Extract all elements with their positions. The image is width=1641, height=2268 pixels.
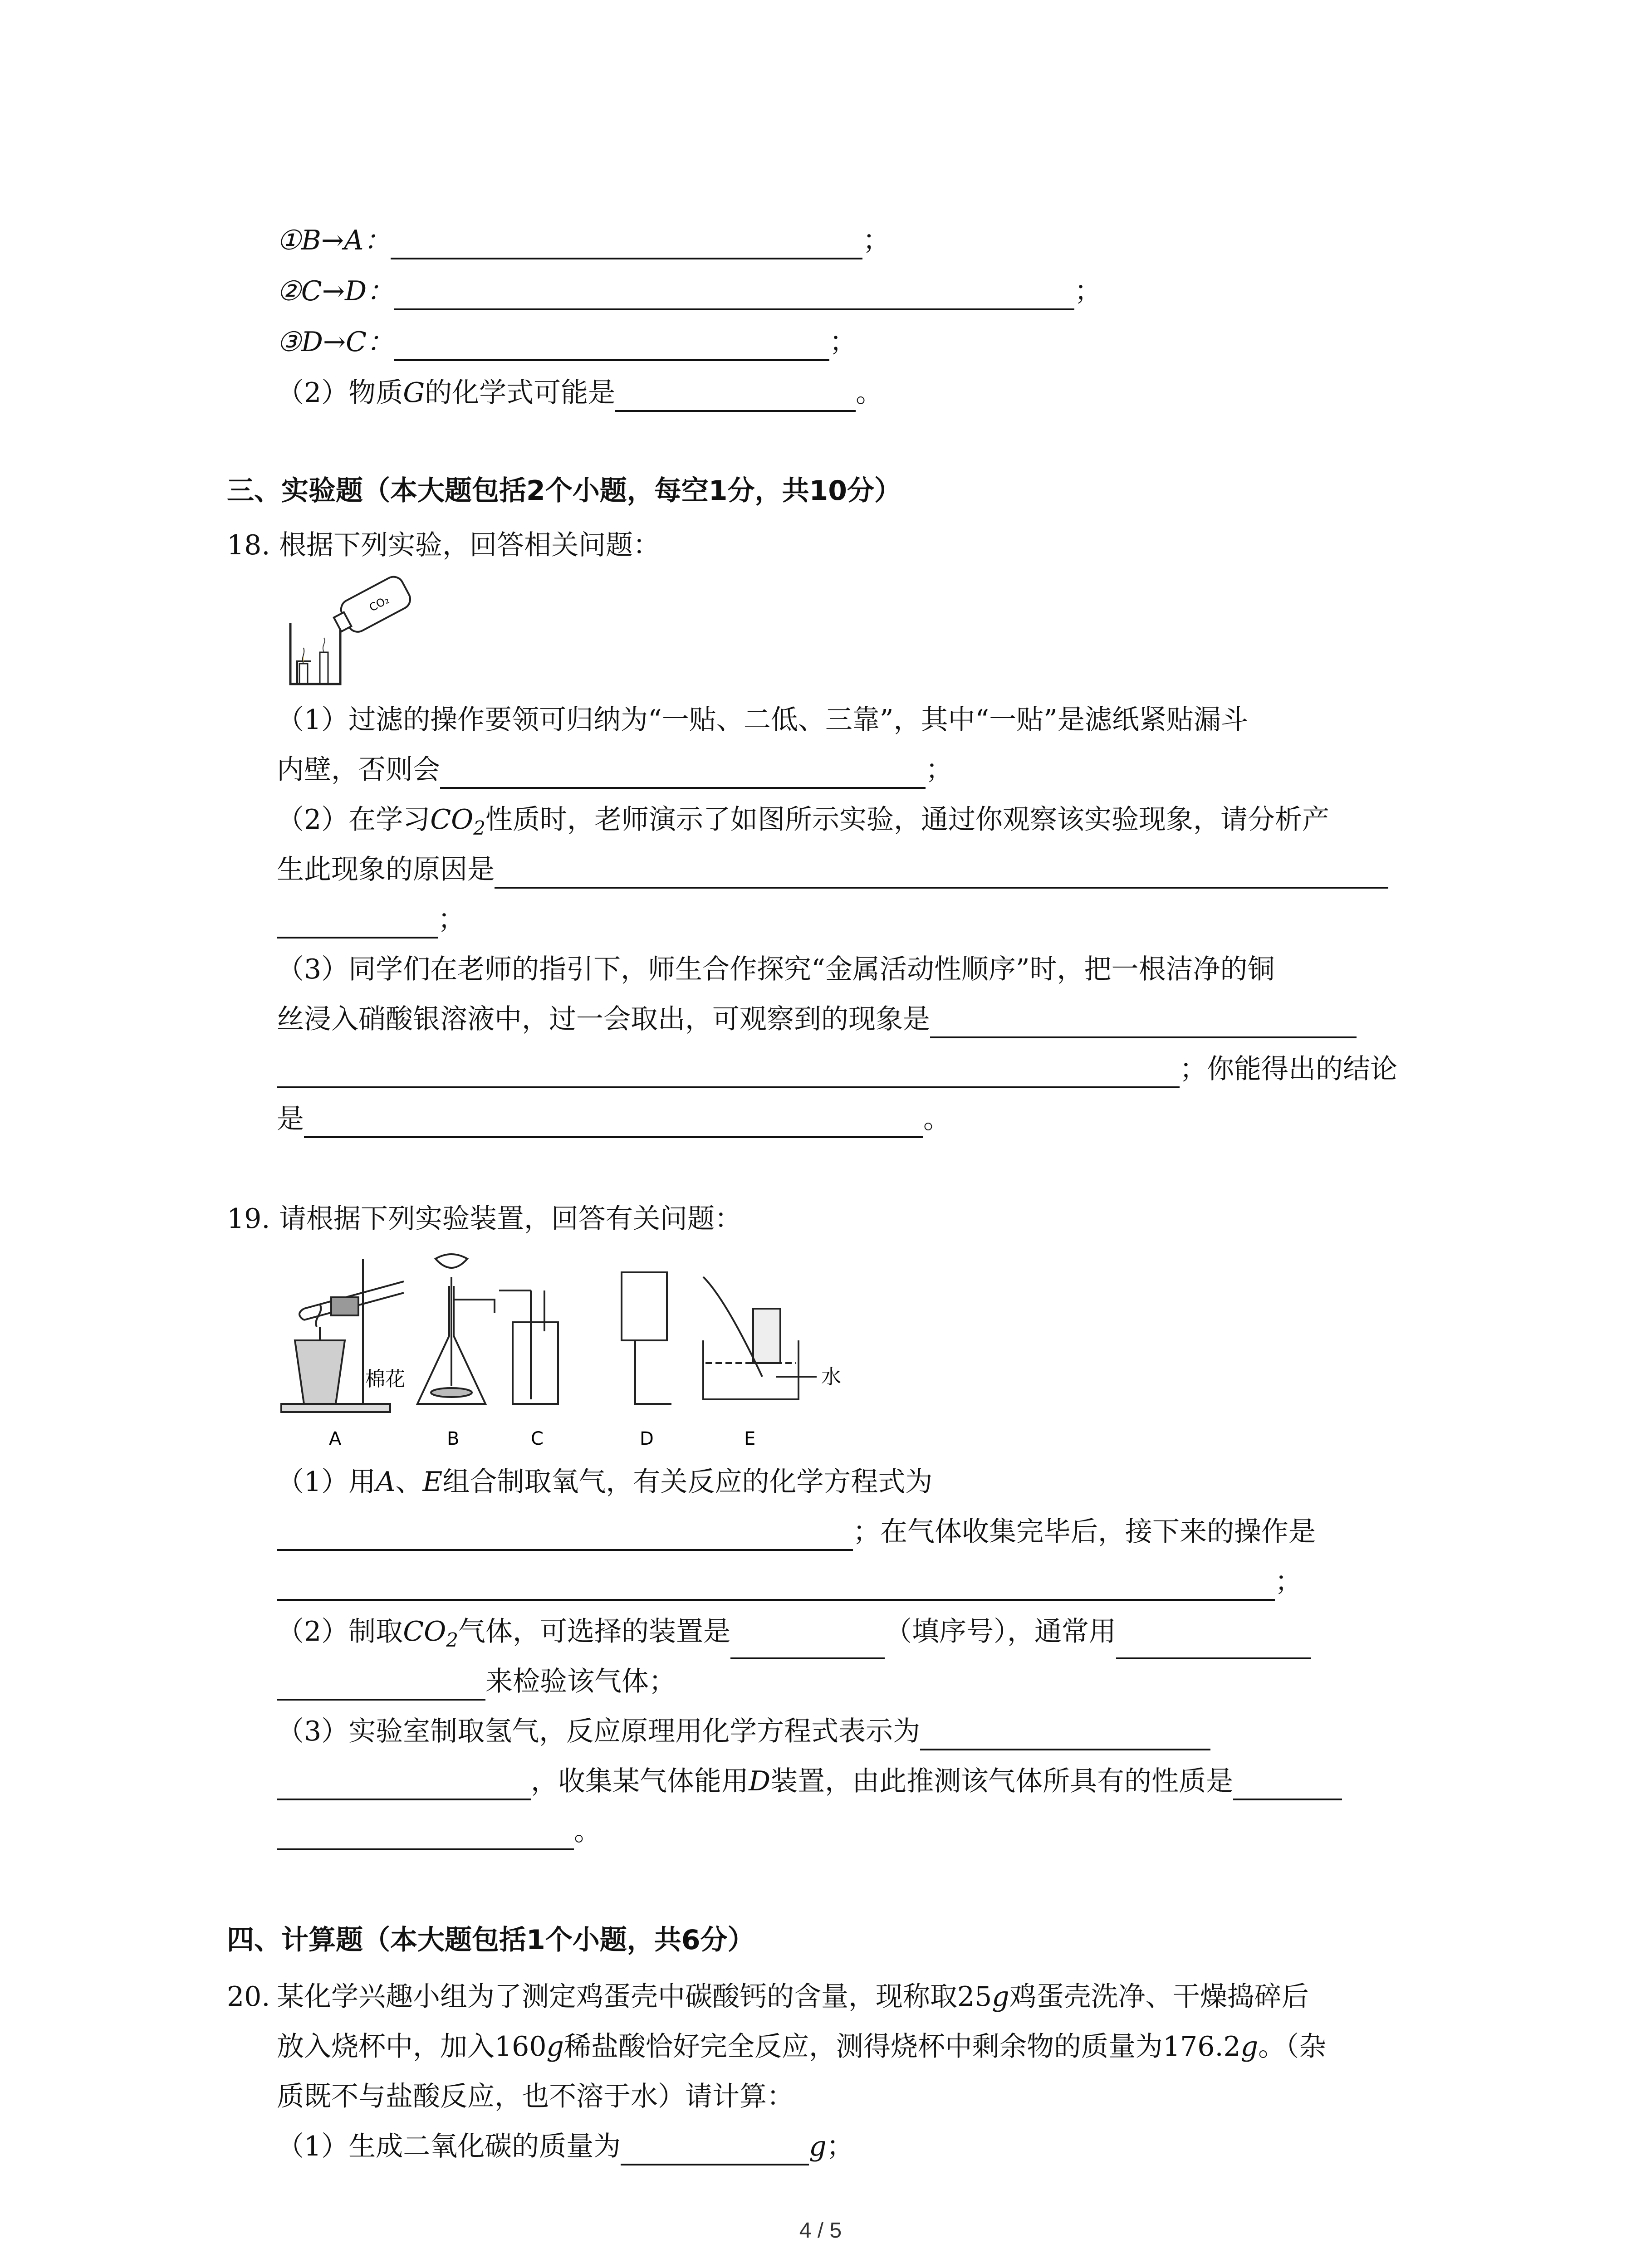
q17-sub2-blank[interactable]	[615, 381, 856, 412]
q19-s3-line2	[277, 1762, 1342, 1800]
q19-s2-blank2[interactable]	[1116, 1628, 1311, 1659]
q17-sub2-var: G	[403, 377, 425, 409]
q19-s1-post: 组合制取氧气，有关反应的化学方程式为	[442, 1466, 933, 1498]
label-d: D	[640, 1428, 654, 1449]
q18-s3-line2-text: 丝浸入硝酸银溶液中，过一会取出，可观察到的现象是	[277, 1003, 930, 1035]
q19-semi: ；	[1275, 1566, 1302, 1598]
q17-sub2	[277, 374, 883, 412]
q18-s3-line3-tail: ；你能得出的结论	[1180, 1053, 1397, 1085]
section3-heading: 三、实验题（本大题包括2个小题，每空1分，共10分）	[227, 475, 901, 507]
q19-s3-var-d: D	[749, 1765, 771, 1797]
q19-s3-blank1[interactable]	[920, 1720, 1210, 1750]
q19-s3-line3	[277, 1812, 601, 1850]
page-number: 4 / 5	[799, 2219, 842, 2243]
q18-s3-blank2[interactable]	[277, 1057, 1180, 1088]
q20-line1	[277, 1978, 1309, 2016]
q18-s3-line3	[277, 1050, 1397, 1088]
q19-s2-mid: 气体，可选择的装置是	[458, 1616, 731, 1647]
label-b: B	[447, 1428, 460, 1449]
q20-line2-unit: g	[546, 2031, 564, 2063]
q17-sub2-mid: 的化学式可能是	[425, 377, 616, 409]
q18-s2-blank2[interactable]	[277, 908, 438, 938]
q20-line2-mid: 稀盐酸恰好完全反应，测得烧杯中剩余物的质量为	[563, 2031, 1163, 2063]
q17-sub2-prefix: （2）物质	[277, 377, 403, 409]
q18-s1-blank[interactable]	[440, 758, 926, 789]
q19-s2-line2	[277, 1662, 676, 1701]
q19-s3-blank3[interactable]	[1233, 1769, 1342, 1800]
q17-item3-label: ③D→C：	[277, 326, 394, 358]
q19-s3-line2-pre: ，收集某气体能用	[531, 1765, 749, 1797]
q19-s1-line2-tail: ；在气体收集完毕后，接下来的操作是	[853, 1516, 1316, 1548]
q18-s2-line1	[277, 801, 1329, 847]
q17-item3	[277, 323, 857, 361]
q19-number: 19.	[227, 1203, 270, 1235]
q18-s3-line4-text: 是	[277, 1103, 304, 1135]
q18-stem: 根据下列实验，回答相关问题：	[279, 529, 660, 561]
q19-s1-var-e: E	[422, 1466, 443, 1498]
q20-line1-post: 鸡蛋壳洗净、干燥捣碎后	[1009, 1981, 1309, 2013]
apparatus-figure	[277, 1250, 848, 1463]
q20-line2-post: 。（杂	[1258, 2031, 1327, 2063]
q19-s3-line2-post: 装置，由此推测该气体所具有的性质是	[770, 1765, 1234, 1797]
co2-label: CO₂	[367, 593, 392, 614]
q19-s2-sub: 2	[446, 1629, 459, 1651]
q19-s2-line2-tail: 来检验该气体；	[485, 1666, 676, 1697]
q20-s1-unit: g	[809, 2131, 827, 2162]
q20-line2-unit2: g	[1240, 2031, 1259, 2063]
q19-s2-chem: CO	[403, 1616, 446, 1647]
q18-s2-line2-text: 生此现象的原因是	[277, 854, 495, 885]
q17-item2-blank[interactable]	[394, 279, 1074, 310]
q20-line1-unit: g	[992, 1981, 1009, 2013]
q18-period: 。	[923, 1103, 950, 1135]
q18-s3-line1: （3）同学们在老师的指引下，师生合作探究“金属活动性顺序”时，把一根洁净的铜	[277, 953, 1275, 985]
q18-s2-pre: （2）在学习	[277, 804, 431, 836]
q17-item1	[277, 221, 890, 259]
q19-s1-blank1[interactable]	[277, 1520, 853, 1551]
q20-line2	[277, 2028, 1326, 2066]
q17-period: 。	[856, 377, 883, 409]
q20-line2-val2: 176.2	[1162, 2031, 1241, 2063]
q20-s1-pre: （1）生成二氧化碳的质量为	[277, 2131, 621, 2162]
q20-line3: 质既不与盐酸反应，也不溶于水）请计算：	[277, 2081, 794, 2112]
q20-line1-pre: 某化学兴趣小组为了测定鸡蛋壳中碳酸钙的含量，现称取	[277, 1981, 957, 2013]
section4-heading: 四、计算题（本大题包括1个小题，共6分）	[227, 1924, 755, 1956]
label-c: C	[531, 1428, 544, 1449]
q18-semi: ；	[926, 754, 953, 786]
q18-s2-blank[interactable]	[495, 858, 1388, 889]
q19-stem: 请根据下列实验装置，回答有关问题：	[279, 1203, 742, 1235]
q18-semi: ；	[438, 904, 465, 935]
q20-number: 20.	[227, 1981, 270, 2013]
water-label: 水	[821, 1365, 841, 1388]
q19-s3-line1	[277, 1712, 1210, 1750]
co2-candle-figure	[277, 571, 422, 691]
q17-item1-blank[interactable]	[391, 229, 862, 259]
q17-semi: ；	[829, 326, 857, 358]
q19-s2-line1	[277, 1613, 1311, 1659]
q20-s1-post: ；	[826, 2131, 854, 2162]
q19-s2-blank1[interactable]	[730, 1628, 885, 1659]
q19-s1-sep: 、	[395, 1466, 423, 1498]
q19-s1-blank2[interactable]	[277, 1570, 1275, 1601]
q19-s1-line2	[277, 1513, 1316, 1551]
q18-s2-sub: 2	[473, 817, 486, 839]
q18-s2-post: 性质时，老师演示了如图所示实验，通过你观察该实验现象，请分析产	[485, 804, 1330, 836]
q20-line2-val: 160	[495, 2031, 547, 2063]
q19-s3-line1-text: （3）实验室制取氢气，反应原理用化学方程式表示为	[277, 1716, 921, 1747]
q20-s1-blank[interactable]	[621, 2135, 809, 2165]
q19-s2-blank3[interactable]	[277, 1670, 485, 1701]
q19-s3-blank4[interactable]	[277, 1819, 574, 1850]
q18-s1-line1: （1）过滤的操作要领可归纳为“一贴、二低、三靠”，其中“一贴”是滤纸紧贴漏斗	[277, 704, 1248, 736]
q19-s1-pre: （1）用	[277, 1466, 376, 1498]
q17-semi: ；	[1074, 275, 1102, 307]
q17-item2	[277, 272, 1102, 310]
q19-period: 。	[574, 1815, 601, 1847]
q19-s1-var-a: A	[376, 1466, 396, 1498]
q18-s2-line3	[277, 900, 465, 938]
q18-s3-line2	[277, 1000, 1357, 1038]
q18-s3-blank3[interactable]	[304, 1107, 923, 1138]
q19-s1-line3	[277, 1563, 1302, 1601]
q17-item3-blank[interactable]	[394, 330, 829, 361]
label-e: E	[744, 1428, 756, 1449]
q18-s1-line2	[277, 751, 953, 789]
q19-s2-pre: （2）制取	[277, 1616, 403, 1647]
q18-number: 18.	[227, 529, 270, 561]
q17-item2-label: ②C→D：	[277, 275, 394, 307]
q18-s2-line2	[277, 850, 1388, 889]
q18-s2-chem: CO	[430, 804, 474, 836]
q18-s3-blank1[interactable]	[930, 1007, 1357, 1038]
label-a: A	[329, 1428, 342, 1449]
q20-line1-val: 25	[957, 1981, 992, 2013]
q17-item1-label: ①B→A：	[277, 225, 391, 256]
q19-s1-line1	[277, 1463, 932, 1501]
q19-s2-mid2: （填序号），通常用	[885, 1616, 1117, 1647]
q18-s3-line4	[277, 1100, 950, 1138]
cotton-label: 棉花	[365, 1368, 405, 1391]
q20-s1	[277, 2127, 854, 2165]
q19-s3-blank2[interactable]	[277, 1769, 531, 1800]
q17-semi: ；	[862, 225, 890, 256]
q18-s1-line2-text: 内壁，否则会	[277, 754, 440, 786]
q20-line2-pre: 放入烧杯中，加入	[277, 2031, 495, 2063]
